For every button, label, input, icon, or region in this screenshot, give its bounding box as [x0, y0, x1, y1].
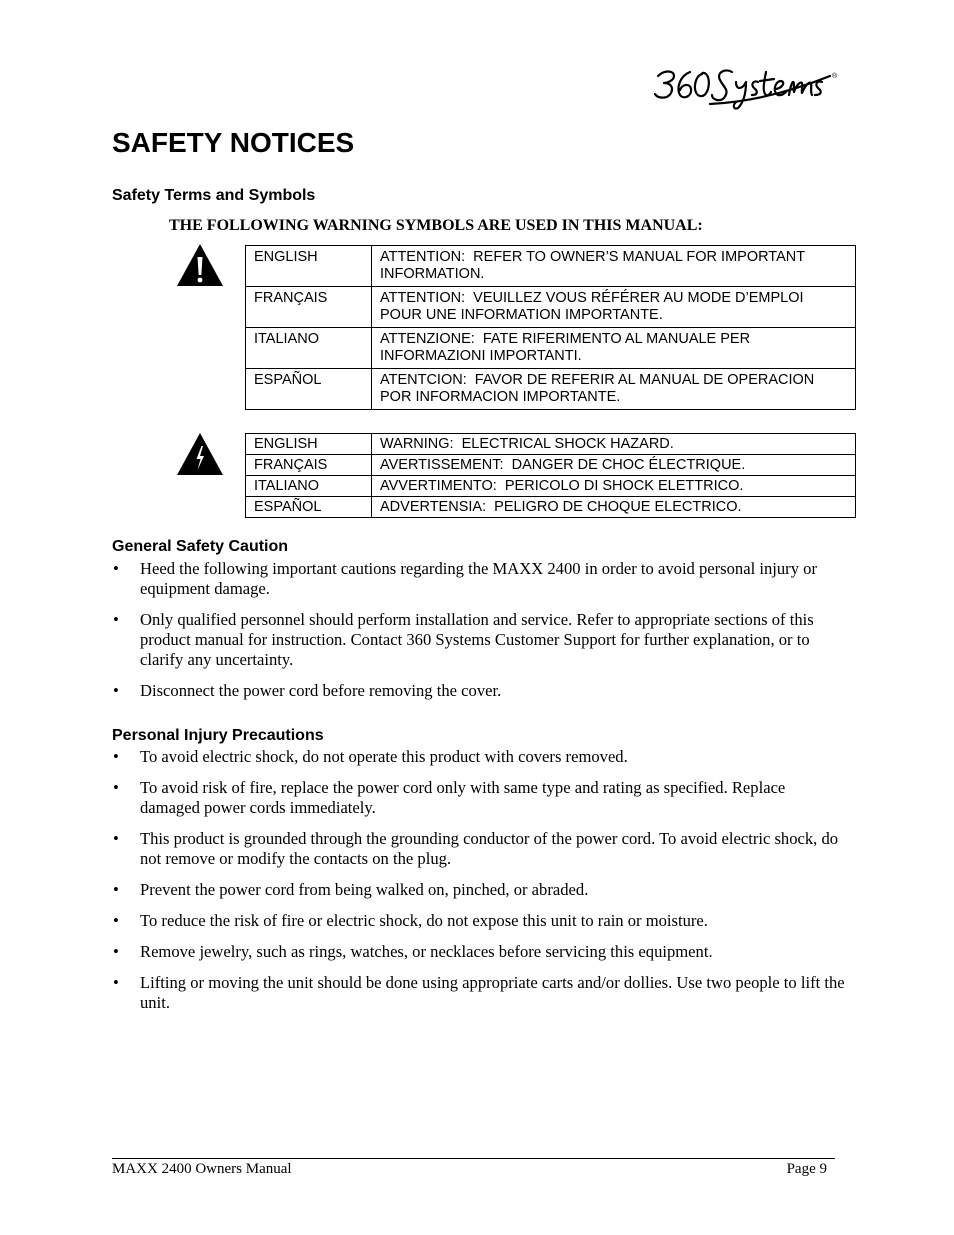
injury-precautions-heading: Personal Injury Precautions: [112, 727, 324, 744]
page-title: SAFETY NOTICES: [112, 127, 355, 158]
message-cell: ADVERTENSIA: PELIGRO DE CHOQUE ELECTRICO.: [372, 497, 856, 518]
language-cell: ENGLISH: [246, 246, 372, 287]
table-row: [246, 476, 856, 497]
list-item-text: To reduce the risk of fire or electric shock, do not expose this unit to rain or moisture.: [140, 911, 708, 930]
exclamation-triangle-icon: [176, 243, 224, 287]
list-item: [112, 973, 847, 1013]
list-item-text: Only qualified personnel should perform installation and service. Refer to appropriate sections of this product manual for instruction. Contact 360 Systems Customer Support for further explanation, or to clarify any uncertainty.: [140, 610, 814, 669]
language-cell: FRANÇAIS: [246, 287, 372, 328]
message-cell: ATTENZIONE: FATE RIFERIMENTO AL MANUALE PER INFORMAZIONI IMPORTANTI.: [372, 328, 856, 369]
general-caution-list: [112, 559, 847, 712]
language-cell: ITALIANO: [246, 476, 372, 497]
general-caution-heading: General Safety Caution: [112, 538, 289, 555]
list-item: [112, 880, 847, 900]
message-cell: WARNING: ELECTRICAL SHOCK HAZARD.: [372, 434, 856, 455]
message-cell: AVVERTIMENTO: PERICOLO DI SHOCK ELETTRICO.: [372, 476, 856, 497]
language-cell: ENGLISH: [246, 434, 372, 455]
message-cell: AVERTISSEMENT: DANGER DE CHOC ÉLECTRIQUE.: [372, 455, 856, 476]
list-item: [112, 778, 847, 818]
list-item-text: Lifting or moving the unit should be done using appropriate carts and/or dollies. Use two people to lift the unit.: [140, 973, 845, 1012]
table-row: [246, 497, 856, 518]
footer-divider: [112, 1158, 835, 1159]
registered-mark: ®: [832, 73, 838, 80]
list-item-text: To avoid risk of fire, replace the power cord only with same type and rating as specified. Replace damaged power cords immediately.: [140, 778, 786, 817]
table-row: [246, 434, 856, 455]
bullet: •: [113, 911, 119, 930]
table-row: [246, 287, 856, 328]
list-item: [112, 681, 847, 701]
list-item: [112, 911, 847, 931]
message-cell: ATTENTION: REFER TO OWNER’S MANUAL FOR IMPORTANT INFORMATION.: [372, 246, 856, 287]
list-item-text: Disconnect the power cord before removing the cover.: [140, 681, 502, 700]
360-systems-logo: [650, 62, 840, 112]
bullet: •: [113, 559, 119, 578]
safety-terms-heading: Safety Terms and Symbols: [112, 187, 316, 204]
bullet: •: [113, 973, 119, 992]
language-cell: ESPAÑOL: [246, 497, 372, 518]
list-item-text: This product is grounded through the grounding conductor of the power cord. To avoid electric shock, do not remove or modify the contacts on the plug.: [140, 829, 839, 868]
list-item: [112, 829, 847, 869]
lightning-triangle-icon: [176, 432, 224, 476]
list-item-text: To avoid electric shock, do not operate this product with covers removed.: [140, 747, 628, 766]
bullet: •: [113, 681, 119, 700]
language-cell: ITALIANO: [246, 328, 372, 369]
bullet: •: [113, 942, 119, 961]
footer-page-number: Page 9: [786, 1161, 827, 1177]
table-row: [246, 369, 856, 410]
general-warning-table: [245, 245, 856, 410]
list-item-text: Heed the following important cautions regarding the MAXX 2400 in order to avoid personal injury or equipment damage.: [140, 559, 817, 598]
footer-manual-title: MAXX 2400 Owners Manual: [112, 1161, 292, 1177]
language-cell: ESPAÑOL: [246, 369, 372, 410]
language-cell: FRANÇAIS: [246, 455, 372, 476]
table-row: [246, 455, 856, 476]
table-row: [246, 246, 856, 287]
shock-warning-table: [245, 433, 856, 518]
injury-precautions-list: [112, 747, 847, 1024]
list-item-text: Remove jewelry, such as rings, watches, or necklaces before servicing this equipment.: [140, 942, 713, 961]
list-item: [112, 942, 847, 962]
list-item: [112, 610, 847, 670]
360-systems-logo-mark: [650, 62, 840, 112]
message-cell: ATENTCION: FAVOR DE REFERIR AL MANUAL DE OPERACION POR INFORMACION IMPORTANTE.: [372, 369, 856, 410]
warning-symbols-intro: THE FOLLOWING WARNING SYMBOLS ARE USED IN THIS MANUAL:: [169, 217, 703, 234]
bullet: •: [113, 610, 119, 629]
bullet: •: [113, 747, 119, 766]
message-cell: ATTENTION: VEUILLEZ VOUS RÉFÉRER AU MODE D’EMPLOI POUR UNE INFORMATION IMPORTANTE.: [372, 287, 856, 328]
bullet: •: [113, 778, 119, 797]
table-row: [246, 328, 856, 369]
list-item: [112, 559, 847, 599]
bullet: •: [113, 829, 119, 848]
list-item-text: Prevent the power cord from being walked on, pinched, or abraded.: [140, 880, 589, 899]
list-item: [112, 747, 847, 767]
bullet: •: [113, 880, 119, 899]
